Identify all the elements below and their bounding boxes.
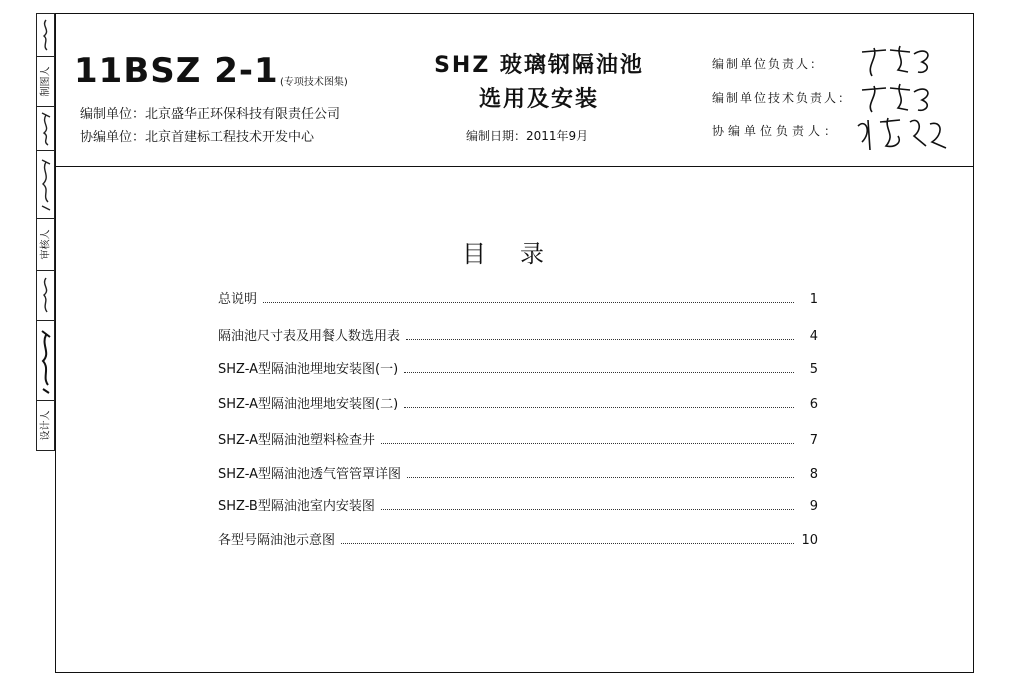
atlas-code: 11BSZ 2-1 xyxy=(74,51,279,91)
side-signature-5 xyxy=(37,320,54,401)
side-label-reviewer: 审核人 xyxy=(40,229,51,259)
toc-item[interactable] xyxy=(218,494,818,514)
toc-item-label: SHZ-A型隔油池埋地安装图(一) xyxy=(218,362,399,377)
toc-item-label: 总说明 xyxy=(218,292,258,307)
header-divider xyxy=(55,166,974,167)
toc-item-label: SHZ-A型隔油池塑料检查井 xyxy=(218,433,376,448)
co-compiler-unit: 协编单位：北京首建标工程技术开发中心 xyxy=(80,130,315,145)
side-title-block xyxy=(36,13,55,451)
toc-item[interactable] xyxy=(218,428,818,448)
toc-item-label: SHZ-A型隔油池透气管管罩详图 xyxy=(218,467,402,482)
toc-item[interactable] xyxy=(218,357,818,377)
side-signature-4 xyxy=(37,270,54,321)
toc-item[interactable] xyxy=(218,528,818,548)
toc-item-label: 隔油池尺寸表及用餐人数选用表 xyxy=(218,329,401,344)
compiler-unit: 编制单位：北京盛华正环保科技有限责任公司 xyxy=(80,107,341,122)
side-signature-1 xyxy=(37,14,54,57)
signature-co-compiler xyxy=(852,112,952,156)
toc-leader-dots xyxy=(404,372,794,373)
toc-leader-dots xyxy=(341,543,794,544)
toc-item-page: 8 xyxy=(809,467,818,482)
side-signature-3 xyxy=(37,150,54,219)
responsible-co-compiler-label: 协编单位负责人： xyxy=(712,124,841,138)
toc-leader-dots xyxy=(263,302,794,303)
toc-item-page: 1 xyxy=(809,292,818,307)
toc-item[interactable] xyxy=(218,324,818,344)
toc-leader-dots xyxy=(381,443,794,444)
toc-leader-dots xyxy=(404,407,794,408)
side-cell-draftsman xyxy=(37,56,54,107)
toc-item-label: SHZ-A型隔油池埋地安装图(二) xyxy=(218,397,399,412)
toc-item[interactable] xyxy=(218,392,818,412)
side-signature-2 xyxy=(37,106,54,151)
signature-technical xyxy=(856,78,946,116)
toc-item-label: 各型号隔油池示意图 xyxy=(218,533,336,548)
side-label-designer: 设计人 xyxy=(40,410,51,440)
side-cell-designer xyxy=(37,400,54,450)
document-title-line1: SHZ 玻璃钢隔油池 xyxy=(434,53,644,78)
responsible-technical-label: 编制单位技术负责人： xyxy=(712,91,853,105)
signature-compiler xyxy=(856,42,946,80)
toc-item[interactable] xyxy=(218,462,818,482)
toc-item-page: 10 xyxy=(801,533,818,548)
toc-leader-dots xyxy=(406,339,794,340)
toc-item-page: 7 xyxy=(809,433,818,448)
toc-item[interactable] xyxy=(218,287,818,307)
toc-leader-dots xyxy=(407,477,794,478)
side-label-draftsman: 制图人 xyxy=(40,66,51,96)
toc-item-page: 9 xyxy=(809,499,818,514)
responsible-compiler-label: 编制单位负责人： xyxy=(712,57,825,71)
toc-item-page: 4 xyxy=(809,329,818,344)
toc-item-page: 6 xyxy=(809,397,818,412)
toc-heading: 目录 xyxy=(462,240,578,268)
document-title-line2: 选用及安装 xyxy=(478,87,599,112)
side-cell-reviewer xyxy=(37,218,54,271)
toc-leader-dots xyxy=(381,509,794,510)
toc-item-page: 5 xyxy=(809,362,818,377)
compile-date: 编制日期：2011年9月 xyxy=(466,129,589,143)
atlas-code-note: (专项技术图集) xyxy=(280,77,348,88)
toc-item-label: SHZ-B型隔油池室内安装图 xyxy=(218,499,375,514)
